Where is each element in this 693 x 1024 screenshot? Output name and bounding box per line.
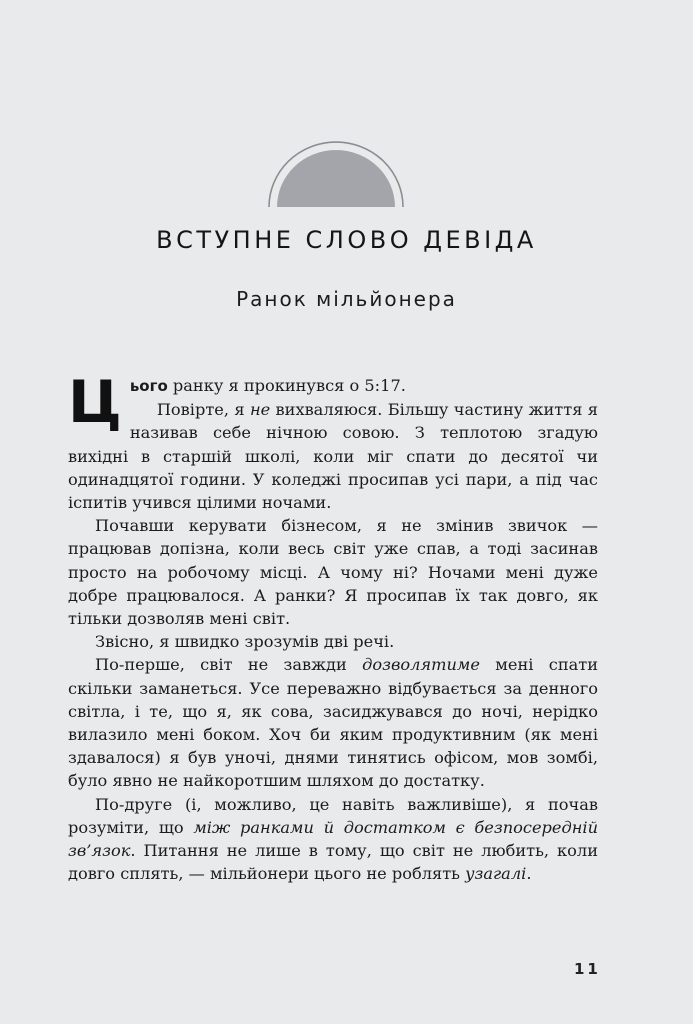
body-text [68, 368, 599, 885]
text-run: Звісно, я швидко зрозумів дві речі. [95, 632, 395, 652]
chapter-title: ВСТУПНЕ СЛОВО ДЕВІДА [156, 226, 537, 254]
text-run: По-перше, світ не завжди [95, 655, 363, 675]
paragraph [68, 653, 598, 792]
italic-text: не [249, 400, 271, 420]
italic-text: дозволятиме [362, 655, 480, 675]
page-number: 11 [574, 960, 601, 978]
semicircle-ornament [268, 140, 404, 210]
text-run: мені спати скільки заманеться. Усе переважно відбувається за денного світла, і те, що я, як сова, засиджувався до ночі, нерідко вилазило мені боком. Хоч би яким продуктивним (як мені здавалося) я був уночі, днями тинятись офісом, мов зомбі, було явно не найкоротшим шляхом до достатку. [68, 655, 599, 791]
text-run: вихваляюся. Більшу частину життя я називав себе нічною совою. З теплотою згадую вихідні в старшій школі, коли міг спати до десятої чи одинадцятої години. У коледжі просипав усі пари, а під час іспитів учився цілими ночами. [68, 400, 598, 513]
paragraph [68, 630, 598, 653]
text-run: ранку я прокинувся о 5:17. [167, 376, 406, 395]
chapter-subtitle: Ранок мільйонера [236, 287, 457, 311]
text-run: Почавши керувати бізнесом, я не змінив звичок — працював допізна, коли весь світ уже спав, а тоді засинав просто на робочому місці. А чому ні? Ночами мені дуже добре працювалося. А ранки? Я просипав їх так довго, як тільки дозволяв мені світ. [68, 516, 598, 629]
italic-text: узагалі [465, 864, 527, 884]
lead-in: ього [129, 377, 168, 395]
paragraph [68, 398, 598, 514]
drop-cap: Ц [68, 368, 122, 436]
text-run: Повірте, я [156, 400, 250, 420]
ornament-filled-half-disc [277, 150, 395, 207]
text-run: . Питання не лише в тому, що світ не любить, коли довго сплять, — мільйонери цього не роблять [68, 841, 598, 884]
text-run: . [526, 864, 532, 884]
text-run: По-друге (і, можливо, це навіть важливіше), я почав розуміти, що [68, 794, 598, 837]
paragraph [68, 514, 598, 630]
italic-text: між ранками й достатком є безпосередній зв’язок [68, 817, 598, 861]
paragraph [68, 793, 598, 886]
